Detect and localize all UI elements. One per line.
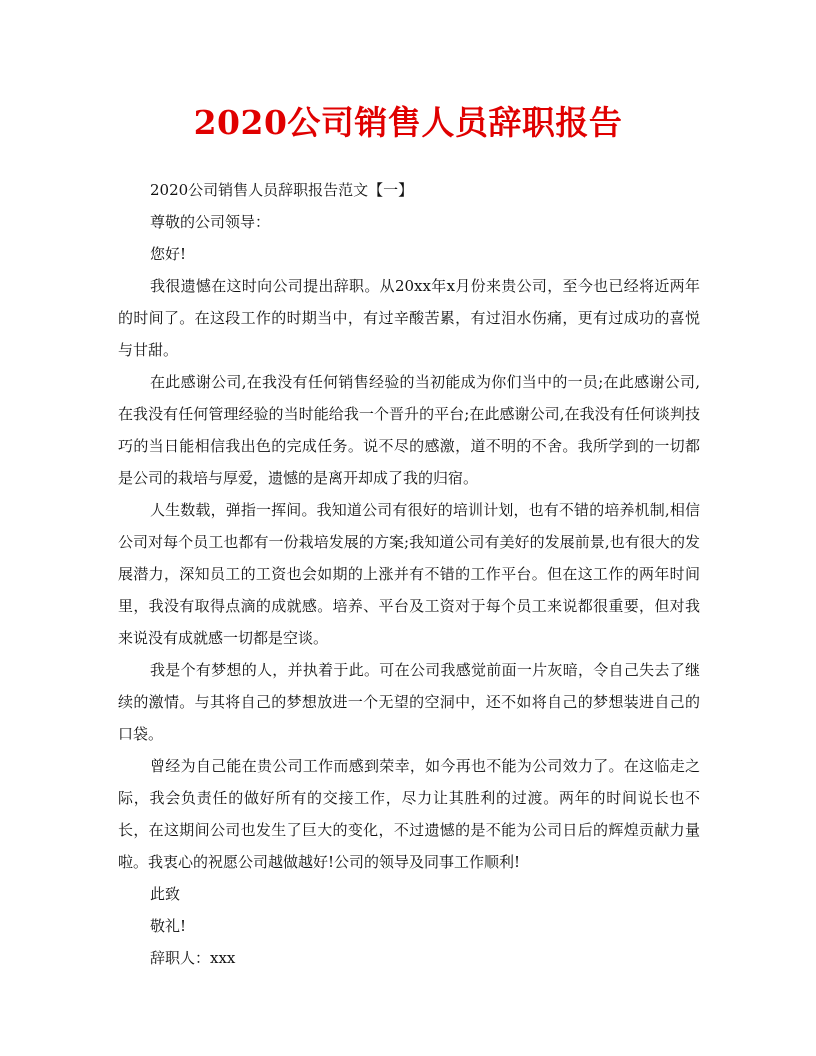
- paragraph-3: 人生数载，弹指一挥间。我知道公司有很好的培训计划，也有不错的培养机制,相信公司对每个员工也都有一份栽培发展的方案;我知道公司有美好的发展前景,也有很大的发展潜力，深知员工的工资也会如期的上涨并有不错的工作平台。但在这工作的两年时间里，我没有取得点滴的成就感。培养、平台及工资对于每个员工来说都很重要，但对我来说没有成就感一切都是空谈。: [118, 501, 700, 647]
- regards-line: 敬礼!: [150, 917, 187, 935]
- document-body: [118, 174, 700, 974]
- paragraph-2: 在此感谢公司,在我没有任何销售经验的当初能成为你们当中的一员;在此感谢公司,在我没有任何管理经验的当时能给我一个晋升的平台;在此感谢公司,在我没有任何谈判技巧的当日能相信我出色的完成任务。说不尽的感激，道不明的不舍。我所学到的一切都是公司的栽培与厚爱，遗憾的是离开却成了我的归宿。: [118, 373, 700, 487]
- paragraph-1: 我很遗憾在这时向公司提出辞职。从20xx年x月份来贵公司，至今也已经将近两年的时间了。在这段工作的时期当中，有过辛酸苦累，有过泪水伤痛，更有过成功的喜悦与甘甜。: [118, 277, 700, 359]
- document-title: 2020公司销售人员辞职报告: [193, 103, 623, 142]
- greeting: 您好!: [150, 245, 187, 263]
- salutation: 尊敬的公司领导：: [150, 213, 271, 231]
- signature-line: 辞职人：xxx: [150, 949, 236, 967]
- subtitle-line: 2020公司销售人员辞职报告范文【一】: [150, 181, 414, 199]
- closing-line: 此致: [150, 885, 181, 903]
- paragraph-4: 我是个有梦想的人，并执着于此。可在公司我感觉前面一片灰暗，令自己失去了继续的激情。与其将自己的梦想放进一个无望的空洞中，还不如将自己的梦想装进自己的口袋。: [118, 661, 700, 743]
- paragraph-5: 曾经为自己能在贵公司工作而感到荣幸，如今再也不能为公司效力了。在这临走之际，我会负责任的做好所有的交接工作，尽力让其胜利的过渡。两年的时间说长也不长，在这期间公司也发生了巨大的变化，不过遗憾的是不能为公司日后的辉煌贡献力量啦。我衷心的祝愿公司越做越好!公司的领导及同事工作顺利!: [118, 757, 700, 871]
